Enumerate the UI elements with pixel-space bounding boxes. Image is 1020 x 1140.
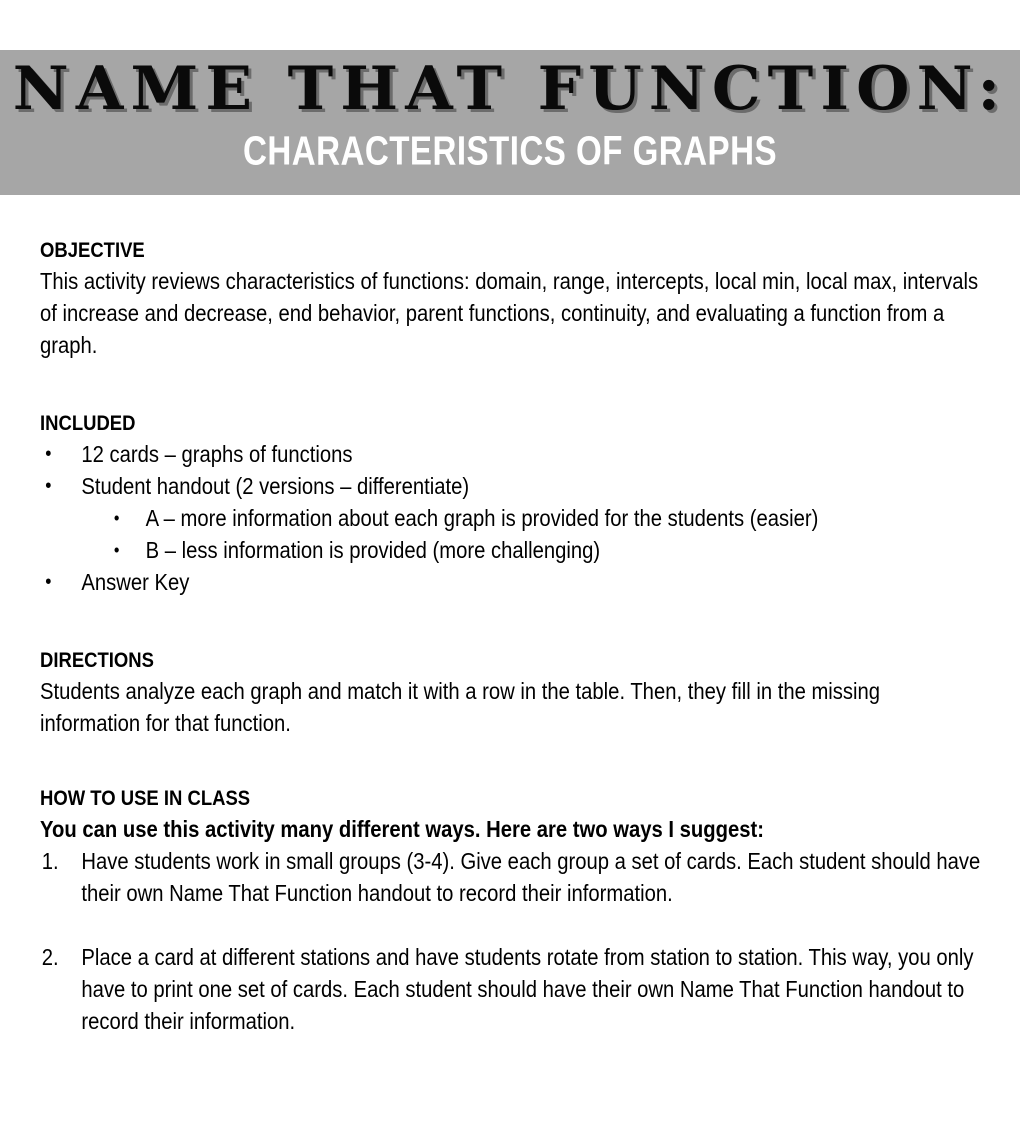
list-item-label: A – more information about each graph is provided for the students (easier): [145, 505, 819, 531]
page-title: NAME THAT FUNCTION:: [12, 54, 1008, 124]
bullet-icon: •: [45, 571, 52, 593]
spacer: [40, 739, 985, 784]
how-to-use-intro: You can use this activity many different ways. Here are two ways I suggest:: [40, 816, 765, 842]
list-number: 2.: [41, 944, 59, 970]
page-subtitle: CHARACTERISTICS OF GRAPHS: [242, 127, 778, 174]
document-body: [40, 236, 985, 1037]
included-heading: INCLUDED: [40, 412, 136, 435]
section-directions: [40, 646, 985, 739]
directions-body: Students analyze each graph and match it with a row in the table. Then, they fill in the missing information for that function.: [40, 678, 881, 736]
list-item-label: Have students work in small groups (3-4). Give each group a set of cards. Each student should have their own Name That Function handout to record their information.: [81, 848, 981, 906]
included-list: [40, 438, 985, 598]
header-banner: [0, 50, 1020, 195]
list-item-label: Answer Key: [81, 569, 190, 595]
spacer: [40, 361, 985, 409]
list-number: 1.: [41, 848, 59, 874]
how-to-use-list: [40, 845, 985, 1037]
bullet-icon: •: [45, 475, 52, 497]
list-item: [110, 534, 985, 566]
section-included: [40, 409, 985, 598]
list-item: [110, 502, 985, 534]
list-item-label: B – less information is provided (more challenging): [145, 537, 601, 563]
list-item: [40, 566, 985, 598]
list-item: [40, 941, 985, 1037]
included-sublist: [81, 502, 984, 566]
objective-heading: OBJECTIVE: [40, 239, 145, 262]
spacer: [40, 598, 985, 646]
list-item-label: Student handout (2 versions – differentiate): [81, 473, 470, 499]
list-item-label: Place a card at different stations and have students rotate from station to station. This way, you only have to print one set of cards. Each student should have their own Name That Function handout to record their information.: [81, 944, 974, 1034]
how-to-use-heading: HOW TO USE IN CLASS: [40, 787, 251, 810]
list-item-label: 12 cards – graphs of functions: [81, 441, 353, 467]
objective-body: This activity reviews characteristics of functions: domain, range, intercepts, local min, local max, intervals of increase and decrease, end behavior, parent functions, continuity, and evaluating a function from a graph.: [40, 268, 979, 358]
bullet-icon: •: [113, 508, 120, 528]
list-item: [40, 845, 985, 909]
list-item: [40, 470, 985, 566]
directions-heading: DIRECTIONS: [40, 649, 154, 672]
section-how-to-use: [40, 784, 985, 1037]
section-objective: [40, 236, 985, 361]
bullet-icon: •: [45, 443, 52, 465]
list-item: [40, 438, 985, 470]
bullet-icon: •: [113, 540, 120, 560]
